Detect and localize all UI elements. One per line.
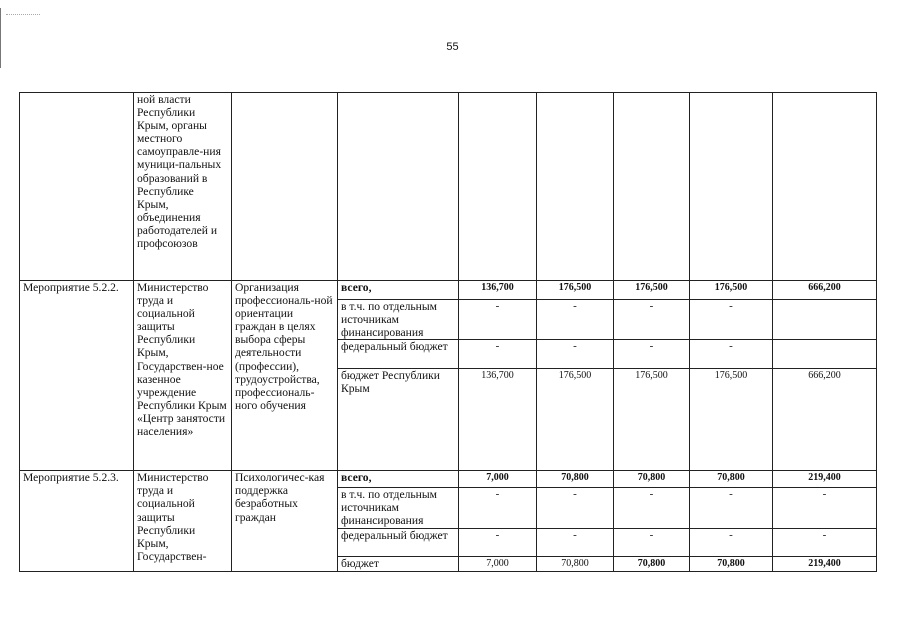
source-label: федеральный бюджет [338,340,459,369]
source-label: бюджет [338,557,459,572]
executor-cell: ной власти Республики Крым, органы местного самоуправле-ния муници-пальных образований в Республике Крым, объединения работодателей и профсоюзов [134,93,232,281]
scan-edge-mark [0,8,3,68]
value-cell: - [459,488,537,529]
value-cell: 176,500 [537,369,614,471]
description-cell: Организация профессиональ-ной ориентации граждан в целях выбора сферы деятельности (профессии), трудоустройства, профессиональ-ного обучения [232,281,338,471]
value-cell: - [537,488,614,529]
measure-cell [20,93,134,281]
value-cell: 7,000 [459,471,537,488]
value-cell: 7,000 [459,557,537,572]
source-label: бюджет Республики Крым [338,369,459,471]
value-cell: 70,800 [690,471,773,488]
source-label: всего, [338,471,459,488]
page-number: 55 [446,41,459,53]
description-cell [232,93,338,281]
executor-cell: Министерство труда и социальной защиты Республики Крым, Государствен-ное казенное учреждение Республики Крым «Центр занятости населения» [134,281,232,471]
value-cell: 70,800 [614,471,690,488]
value-cell: - [459,340,537,369]
table-row-continuation [20,93,877,281]
value-cell: - [690,488,773,529]
source-label: в т.ч. по отдельным источникам финансирования [338,300,459,340]
value-cell: 219,400 [773,471,877,488]
source-label: в т.ч. по отдельным источникам финансирования [338,488,459,529]
value-cell: - [690,529,773,557]
budget-table [19,92,877,572]
value-cell: - [690,340,773,369]
value-cell: 176,500 [537,281,614,300]
executor-cell: Министерство труда и социальной защиты Республики Крым, Государствен- [134,471,232,572]
value-cell: - [773,529,877,557]
description-cell: Психологичес-кая поддержка безработных граждан [232,471,338,572]
empty-cell [459,93,537,281]
value-cell: 176,500 [614,369,690,471]
value-cell: - [614,300,690,340]
value-cell: 219,400 [773,557,877,572]
value-cell: - [614,488,690,529]
value-cell: - [690,300,773,340]
empty-cell [614,93,690,281]
source-label: федеральный бюджет [338,529,459,557]
empty-cell [537,93,614,281]
value-cell: 136,700 [459,281,537,300]
value-cell: - [537,529,614,557]
value-cell: 70,800 [537,471,614,488]
value-cell: 666,200 [773,281,877,300]
value-cell: - [773,488,877,529]
value-cell: 176,500 [690,369,773,471]
value-cell: 70,800 [690,557,773,572]
value-cell: 176,500 [614,281,690,300]
value-cell: 666,200 [773,369,877,471]
source-label: всего, [338,281,459,300]
table-row [20,471,877,488]
value-cell: 136,700 [459,369,537,471]
empty-cell [690,93,773,281]
value-cell [773,340,877,369]
value-cell: - [614,340,690,369]
empty-cell [338,93,459,281]
table-row [20,281,877,300]
value-cell: - [614,529,690,557]
empty-cell [773,93,877,281]
value-cell: - [459,300,537,340]
value-cell: 70,800 [537,557,614,572]
measure-cell: Мероприятие 5.2.3. [20,471,134,572]
value-cell: - [537,340,614,369]
scan-edge-dots [6,14,40,15]
measure-cell: Мероприятие 5.2.2. [20,281,134,471]
value-cell: 70,800 [614,557,690,572]
value-cell: 176,500 [690,281,773,300]
value-cell [773,300,877,340]
value-cell: - [459,529,537,557]
value-cell: - [537,300,614,340]
